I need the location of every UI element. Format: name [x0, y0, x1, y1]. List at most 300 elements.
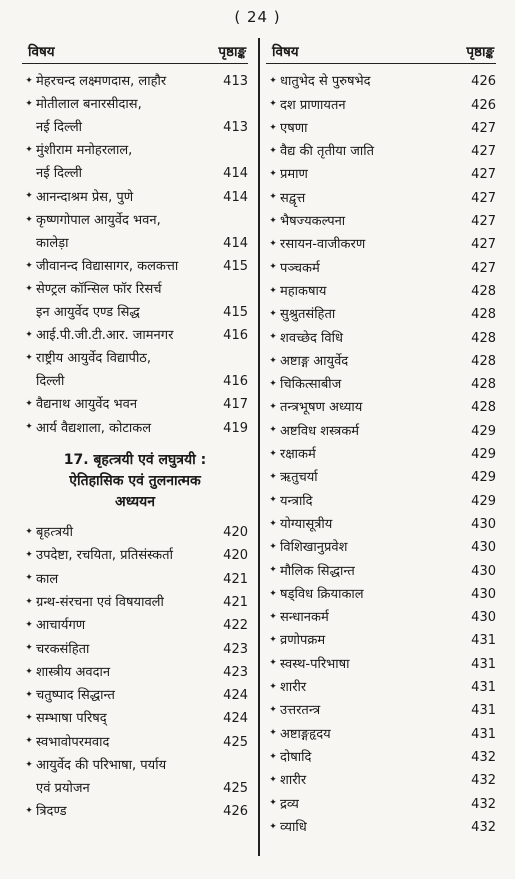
entry-title-line: आनन्दाश्रम प्रेस, पुणे	[36, 189, 134, 205]
index-entry	[22, 393, 248, 416]
entry-title-line: बृहत्त्रयी	[36, 525, 73, 541]
bullet-icon: ✦	[269, 541, 277, 552]
subject-header: विषय	[28, 44, 55, 60]
bullet-icon: ✦	[269, 774, 277, 785]
entry-page-number: 417	[223, 397, 248, 413]
entry-page-number: 416	[223, 328, 248, 344]
right-entries	[266, 70, 496, 839]
entry-page-number: 424	[223, 711, 248, 727]
entry-title	[280, 513, 467, 536]
entry-page-number: 428	[471, 400, 496, 416]
bullet-icon: ✦	[269, 681, 277, 692]
entry-page-number: 432	[471, 773, 496, 789]
entry-title	[280, 280, 467, 303]
entry-title	[280, 490, 467, 513]
index-entry	[266, 70, 496, 93]
section-title-line-1: 17. बृहत्त्रयी एवं लघुत्रयी :	[63, 451, 207, 468]
entry-page-number: 413	[223, 120, 248, 136]
index-entry	[266, 513, 496, 536]
entry-title-line: यन्त्रादि	[280, 493, 313, 509]
entry-title	[280, 257, 467, 280]
index-entry	[266, 489, 496, 512]
entry-title	[280, 536, 467, 559]
entry-page-number: 427	[471, 167, 496, 183]
entry-title	[280, 420, 467, 443]
entry-title-line: काल	[36, 571, 59, 587]
bullet-icon: ✦	[25, 422, 33, 433]
entry-title-line: सन्धानकर्म	[280, 610, 329, 626]
entry-page-number: 415	[223, 258, 248, 274]
entry-title	[36, 255, 219, 278]
entry-page-number: 426	[223, 804, 248, 820]
entry-page-number: 429	[471, 447, 496, 463]
entry-title-line: धातुभेद से पुरुषभेद	[280, 74, 371, 90]
left-column-header	[22, 38, 248, 64]
bullet-icon: ✦	[25, 666, 33, 677]
entry-title-line: स्वस्थ-परिभाषा	[280, 656, 350, 672]
bullet-icon: ✦	[25, 191, 33, 202]
entry-title-line: मुंशीराम मनोहरलाल,	[36, 143, 133, 159]
left-column	[22, 38, 248, 823]
index-entry	[266, 699, 496, 722]
entry-page-number: 422	[223, 618, 248, 634]
entry-title	[280, 350, 467, 373]
entry-page-number: 429	[471, 423, 496, 439]
bullet-icon: ✦	[269, 215, 277, 226]
page-header: पृष्ठाङ्क	[466, 44, 494, 60]
entry-title-line: अष्टाङ्गहृदय	[280, 726, 331, 742]
entry-title	[36, 754, 219, 800]
entry-page-number: 430	[471, 586, 496, 602]
index-entry	[266, 816, 496, 839]
bullet-icon: ✦	[269, 378, 277, 389]
bullet-icon: ✦	[25, 76, 33, 86]
bullet-icon: ✦	[25, 550, 33, 561]
bullet-icon: ✦	[269, 145, 277, 156]
entry-title-line: आर्य वैद्यशाला, कोटाकल	[36, 420, 152, 436]
entry-title	[36, 186, 219, 209]
entry-title	[36, 614, 219, 637]
bullet-icon: ✦	[269, 262, 277, 273]
entry-title-line: एषणा	[280, 120, 308, 136]
entry-title-line: आई.पी.जी.टी.आर. जामनगर	[36, 328, 174, 344]
entry-page-number: 413	[223, 74, 248, 90]
entry-title	[280, 210, 467, 233]
index-entry	[266, 652, 496, 675]
bullet-icon: ✦	[269, 658, 277, 669]
entry-title	[280, 187, 467, 210]
entry-title	[36, 591, 219, 614]
entry-title-line: व्याधि	[280, 819, 307, 835]
entry-page-number: 415	[223, 304, 248, 320]
bullet-icon: ✦	[25, 596, 33, 607]
entry-title	[36, 800, 219, 823]
index-entry	[22, 614, 248, 637]
entry-title-line: प्रमाण	[280, 167, 308, 183]
entry-page-number: 427	[471, 214, 496, 230]
entry-page-number: 428	[471, 377, 496, 393]
entry-title	[36, 707, 219, 730]
entry-title	[280, 606, 467, 629]
entry-title-line: योग्यासूत्रीय	[280, 516, 333, 532]
bullet-icon: ✦	[25, 759, 33, 770]
entry-title-line: विशिखानुप्रवेश	[280, 540, 348, 556]
entry-page-number: 429	[471, 470, 496, 486]
entry-title	[280, 233, 467, 256]
bullet-icon: ✦	[25, 643, 33, 654]
bullet-icon: ✦	[25, 99, 33, 110]
entry-title-line: शास्त्रीय अवदान	[36, 664, 111, 680]
entry-title-line: नई दिल्ली	[36, 120, 83, 136]
entry-title	[280, 443, 467, 466]
entry-title-line: रसायन-वाजीकरण	[280, 237, 366, 253]
index-entry	[22, 93, 248, 139]
entry-title	[36, 139, 219, 185]
index-entry	[22, 730, 248, 753]
bullet-icon: ✦	[25, 713, 33, 724]
index-entry	[266, 746, 496, 769]
entry-title	[36, 521, 219, 544]
entry-title	[36, 209, 219, 255]
entry-title-line: व्रणोपक्रम	[280, 633, 326, 649]
entry-title-line: मोतीलाल बनारसीदास,	[36, 97, 142, 113]
entry-title	[36, 278, 219, 324]
entry-page-number: 431	[471, 656, 496, 672]
index-entry	[22, 707, 248, 730]
bullet-icon: ✦	[269, 332, 277, 343]
entry-title-line: इन आयुर्वेद एण्ड सिद्ध	[36, 304, 140, 320]
entry-title-line: ग्रन्थ-संरचना एवं विषयावली	[36, 594, 164, 610]
entry-title	[280, 373, 467, 396]
index-entry	[22, 139, 248, 185]
index-entry	[22, 800, 248, 823]
entry-title	[280, 629, 467, 652]
entry-page-number: 419	[223, 420, 248, 436]
entry-page-number: 414	[223, 189, 248, 205]
index-entry	[266, 629, 496, 652]
entry-page-number: 427	[471, 120, 496, 136]
bullet-icon: ✦	[269, 448, 277, 459]
entry-page-number: 430	[471, 610, 496, 626]
index-entry	[22, 591, 248, 614]
entry-title-line: सेण्ट्रल कॉन्सिल फॉर रिसर्च	[36, 281, 162, 297]
bullet-icon: ✦	[269, 122, 277, 133]
bullet-icon: ✦	[25, 619, 33, 630]
entry-title	[280, 303, 467, 326]
entry-page-number: 424	[223, 688, 248, 704]
bullet-icon: ✦	[269, 495, 277, 506]
bullet-icon: ✦	[269, 611, 277, 622]
entry-page-number: 430	[471, 540, 496, 556]
index-entry	[266, 583, 496, 606]
bullet-icon: ✦	[269, 99, 277, 110]
bullet-icon: ✦	[25, 573, 33, 584]
index-entry	[266, 303, 496, 326]
index-entry	[266, 93, 496, 116]
entry-title	[280, 466, 467, 489]
entry-page-number: 427	[471, 260, 496, 276]
entry-title-line: वैद्य की तृतीया जाति	[280, 144, 375, 160]
index-entry	[22, 185, 248, 208]
entry-page-number: 432	[471, 749, 496, 765]
entry-title	[36, 347, 219, 393]
index-entry	[266, 536, 496, 559]
index-entry	[22, 684, 248, 707]
entry-page-number: 428	[471, 307, 496, 323]
index-entry	[266, 350, 496, 373]
index-entry	[266, 233, 496, 256]
section-title-line-3: अध्ययन	[115, 493, 155, 510]
entry-page-number: 431	[471, 726, 496, 742]
right-column	[266, 38, 496, 839]
bullet-icon: ✦	[269, 705, 277, 716]
index-entry	[266, 722, 496, 745]
index-entry	[266, 419, 496, 442]
entry-page-number: 421	[223, 594, 248, 610]
index-entry	[22, 637, 248, 660]
entry-title-line: कालेड़ा	[36, 235, 69, 251]
entry-title	[36, 393, 219, 416]
entry-title-line: मेहरचन्द लक्ष्मणदास, लाहौर	[36, 74, 167, 90]
index-entry	[266, 676, 496, 699]
entry-title-line: महाकषाय	[280, 283, 327, 299]
bullet-icon: ✦	[25, 260, 33, 271]
page-number: ( 24 )	[234, 8, 281, 26]
index-entry	[22, 255, 248, 278]
index-entry	[266, 559, 496, 582]
entry-page-number: 429	[471, 493, 496, 509]
bullet-icon: ✦	[25, 689, 33, 700]
bullet-icon: ✦	[269, 239, 277, 250]
entry-title	[36, 661, 219, 684]
entry-title	[36, 684, 219, 707]
index-entry	[22, 754, 248, 800]
column-divider	[258, 38, 260, 856]
entry-title-line: एवं प्रयोजन	[36, 780, 90, 796]
index-entry	[266, 140, 496, 163]
entry-page-number: 431	[471, 680, 496, 696]
entry-title	[280, 140, 467, 163]
entry-page-number: 420	[223, 525, 248, 541]
entry-page-number: 414	[223, 235, 248, 251]
index-entry	[22, 324, 248, 347]
index-entry	[22, 278, 248, 324]
bullet-icon: ✦	[25, 353, 33, 364]
entry-title	[280, 70, 467, 93]
entry-title	[280, 769, 467, 792]
entry-title-line: वैद्यनाथ आयुर्वेद भवन	[36, 397, 138, 413]
index-entry	[22, 209, 248, 255]
index-entry	[22, 347, 248, 393]
entry-title-line: अष्टाङ्ग आयुर्वेद	[280, 353, 349, 369]
entry-title	[280, 396, 467, 419]
index-entry	[266, 256, 496, 279]
bullet-icon: ✦	[269, 751, 277, 762]
index-entry	[22, 70, 248, 93]
entry-title-line: दिल्ली	[36, 374, 65, 390]
entry-title-line: जीवानन्द विद्यासागर, कलकत्ता	[36, 258, 179, 274]
entry-title	[280, 699, 467, 722]
bullet-icon: ✦	[269, 821, 277, 832]
entry-title-line: शवच्छेद विधि	[280, 330, 343, 346]
bullet-icon: ✦	[269, 472, 277, 483]
section-title	[22, 450, 248, 513]
index-entry	[266, 280, 496, 303]
bullet-icon: ✦	[269, 518, 277, 529]
bullet-icon: ✦	[269, 588, 277, 599]
entry-title	[36, 544, 219, 567]
index-entry	[266, 373, 496, 396]
entry-title	[280, 746, 467, 769]
entry-title-line: शारीर	[280, 773, 307, 789]
index-entry	[22, 567, 248, 590]
entry-title-line: सम्भाषा परिषद्	[36, 711, 107, 727]
bullet-icon: ✦	[269, 425, 277, 436]
entry-title	[280, 327, 467, 350]
bullet-icon: ✦	[25, 805, 33, 816]
entry-title-line: द्रव्य	[280, 796, 299, 812]
index-entry	[22, 521, 248, 544]
index-entry	[266, 769, 496, 792]
index-entry	[266, 210, 496, 233]
entry-title-line: दोषादि	[280, 749, 312, 765]
entry-title-line: उत्तरतन्त्र	[280, 703, 321, 719]
subject-header: विषय	[272, 44, 299, 60]
entry-title	[280, 676, 467, 699]
entry-title	[280, 94, 467, 117]
index-entry	[22, 661, 248, 684]
index-entry	[266, 163, 496, 186]
entry-page-number: 426	[471, 74, 496, 90]
entry-title-line: चरकसंहिता	[36, 641, 90, 657]
entry-title-line: दश प्राणायतन	[280, 97, 346, 113]
entry-page-number: 425	[223, 780, 248, 796]
entry-title-line: उपदेष्टा, रचयिता, प्रतिसंस्कर्ता	[36, 548, 173, 564]
index-entry	[266, 326, 496, 349]
entry-title-line: आचार्यगण	[36, 618, 86, 634]
entry-title-line: ऋतुचर्या	[280, 470, 318, 486]
entry-page-number: 431	[471, 633, 496, 649]
entry-page-number: 423	[223, 641, 248, 657]
index-entry	[266, 186, 496, 209]
entry-page-number: 423	[223, 664, 248, 680]
entry-title	[36, 731, 219, 754]
entry-title	[280, 163, 467, 186]
entry-title-line: आयुर्वेद की परिभाषा, पर्याय	[36, 757, 167, 773]
index-entry	[266, 792, 496, 815]
entry-page-number: 428	[471, 283, 496, 299]
entry-page-number: 426	[471, 97, 496, 113]
bullet-icon: ✦	[269, 76, 277, 86]
index-entry	[22, 544, 248, 567]
bullet-icon: ✦	[269, 355, 277, 366]
index-entry	[266, 396, 496, 419]
entry-title-line: भैषज्यकल्पना	[280, 214, 346, 230]
entry-title-line: चतुष्पाद सिद्धान्त	[36, 688, 115, 704]
entry-title	[36, 70, 219, 93]
entry-title-line: रक्षाकर्म	[280, 447, 316, 463]
entry-title	[36, 638, 219, 661]
entry-page-number: 428	[471, 330, 496, 346]
entry-title-line: शारीर	[280, 680, 307, 696]
entry-page-number: 414	[223, 166, 248, 182]
entry-title-line: चिकित्साबीज	[280, 377, 342, 393]
entry-page-number: 427	[471, 237, 496, 253]
bullet-icon: ✦	[269, 308, 277, 319]
entry-title	[280, 560, 467, 583]
index-entry	[22, 416, 248, 439]
bullet-icon: ✦	[269, 635, 277, 646]
entry-title-line: राष्ट्रीय आयुर्वेद विद्यापीठ,	[36, 351, 151, 367]
entry-title	[280, 583, 467, 606]
entry-title-line: नई दिल्ली	[36, 166, 83, 182]
entry-page-number: 432	[471, 819, 496, 835]
entry-title-line: तन्त्रभूषण अध्याय	[280, 400, 363, 416]
bullet-icon: ✦	[25, 283, 33, 294]
bullet-icon: ✦	[25, 214, 33, 225]
left-entries-top	[22, 70, 248, 440]
bullet-icon: ✦	[269, 285, 277, 296]
bullet-icon: ✦	[269, 402, 277, 413]
bullet-icon: ✦	[269, 192, 277, 203]
entry-page-number: 416	[223, 374, 248, 390]
entry-page-number: 420	[223, 548, 248, 564]
entry-page-number: 425	[223, 734, 248, 750]
page-header: पृष्ठाङ्क	[218, 44, 246, 60]
entry-page-number: 421	[223, 571, 248, 587]
entry-title	[280, 653, 467, 676]
entry-page-number: 428	[471, 353, 496, 369]
entry-title-line: कृष्णगोपाल आयुर्वेद भवन,	[36, 212, 161, 228]
entry-title	[280, 117, 467, 140]
entry-title-line: स्वभावोपरमवाद	[36, 734, 110, 750]
entry-title-line: त्रिदण्ड	[36, 804, 67, 820]
entry-page-number: 432	[471, 796, 496, 812]
bullet-icon: ✦	[25, 145, 33, 156]
index-entry	[266, 606, 496, 629]
bullet-icon: ✦	[25, 399, 33, 410]
entry-title	[280, 816, 467, 839]
entry-title	[36, 417, 219, 440]
entry-title-line: अष्टविध शस्त्रकर्म	[280, 423, 360, 439]
entry-title	[280, 723, 467, 746]
index-entry	[266, 466, 496, 489]
bullet-icon: ✦	[269, 798, 277, 809]
entry-title	[36, 93, 219, 139]
left-entries-bottom	[22, 521, 248, 823]
entry-page-number: 431	[471, 703, 496, 719]
bullet-icon: ✦	[269, 728, 277, 739]
entry-title-line: षड्विध क्रियाकाल	[280, 586, 364, 602]
bullet-icon: ✦	[25, 329, 33, 340]
bullet-icon: ✦	[269, 565, 277, 576]
entry-title-line: सद्वृत्त	[280, 190, 306, 206]
bullet-icon: ✦	[269, 169, 277, 180]
right-column-header	[266, 38, 496, 64]
entry-page-number: 427	[471, 190, 496, 206]
bullet-icon: ✦	[25, 736, 33, 747]
index-entry	[266, 443, 496, 466]
entry-title-line: पञ्चकर्म	[280, 260, 320, 276]
index-entry	[266, 117, 496, 140]
entry-page-number: 430	[471, 516, 496, 532]
entry-page-number: 427	[471, 144, 496, 160]
entry-title	[36, 324, 219, 347]
entry-title	[280, 793, 467, 816]
entry-title-line: मौलिक सिद्धान्त	[280, 563, 355, 579]
entry-title	[36, 568, 219, 591]
bullet-icon: ✦	[25, 526, 33, 537]
